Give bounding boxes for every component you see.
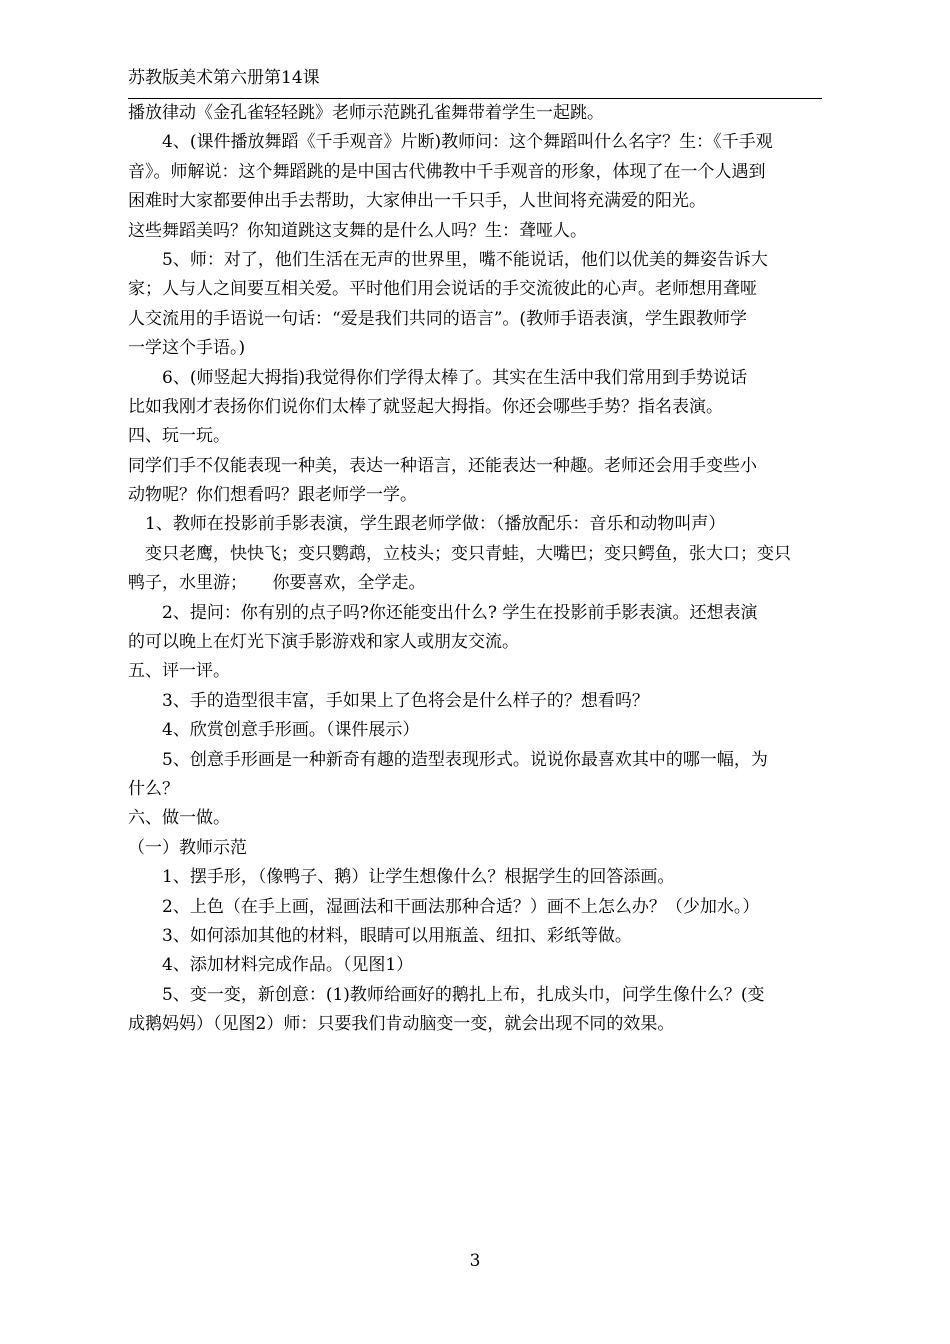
text-line: 动物呢？你们想看吗？跟老师学一学。 bbox=[128, 485, 417, 506]
section-heading: 六、做一做。 bbox=[128, 808, 230, 829]
text-line: 5、创意手形画是一种新奇有趣的造型表现形式。说说你最喜欢其中的哪一幅，为 bbox=[128, 749, 768, 770]
text-line: 4、(课件播放舞蹈《千手观音》片断)教师问：这个舞蹈叫什么名字？生：《千手观 bbox=[128, 132, 773, 153]
text-line: 什么？ bbox=[128, 778, 179, 799]
text-line: 2、提问：你有别的点子吗?你还能变出什么? 学生在投影前手影表演。还想表演 bbox=[128, 602, 758, 623]
text-line: 5、变一变，新创意：(1)教师给画好的鹅扎上布，扎成头巾，问学生像什么？(变 bbox=[128, 984, 765, 1005]
text-line: 的可以晚上在灯光下演手影游戏和家人或朋友交流。 bbox=[128, 632, 519, 653]
document-body bbox=[128, 99, 822, 1040]
section-heading: 四、玩一玩。 bbox=[128, 426, 230, 447]
text-line: 5、师：对了，他们生活在无声的世界里，嘴不能说话，他们以优美的舞姿告诉大 bbox=[128, 249, 768, 270]
text-line: 2、上色（在手上画，湿画法和干画法那种合适？）画不上怎么办？（少加水。） bbox=[128, 896, 760, 917]
text-line: 人交流用的手语说一句话：“爱是我们共同的语言”。(教师手语表演，学生跟教师学 bbox=[128, 308, 748, 329]
text-line: 一学这个手语。) bbox=[128, 338, 246, 359]
subsection-heading: （一）教师示范 bbox=[128, 837, 247, 858]
text-line: 1、摆手形，（像鸭子、鹅）让学生想像什么？根据学生的回答添画。 bbox=[128, 867, 675, 888]
text-line: 3、手的造型很丰富，手如果上了色将会是什么样子的？想看吗？ bbox=[128, 690, 649, 711]
text-line: 困难时大家都要伸出手去帮助，大家伸出一千只手，人世间将充满爱的阳光。 bbox=[128, 191, 706, 212]
text-line: 家；人与人之间要互相关爱。平时他们用会说话的手交流彼此的心声。老师想用聋哑 bbox=[128, 279, 757, 300]
page-number: 3 bbox=[469, 1251, 481, 1271]
text-line: 鸭子，水里游； 你要喜欢，全学走。 bbox=[128, 573, 426, 594]
text-line: 1、教师在投影前手影表演，学生跟老师学做：（播放配乐：音乐和动物叫声） bbox=[128, 514, 726, 535]
text-line: 3、如何添加其他的材料，眼睛可以用瓶盖、纽扣、彩纸等做。 bbox=[128, 925, 632, 946]
text-line: 变只老鹰，快快飞；变只鹦鹉，立枝头；变只青蛙，大嘴巴；变只鳄鱼，张大口；变只 bbox=[128, 543, 791, 564]
text-line: 同学们手不仅能表现一种美，表达一种语言，还能表达一种趣。老师还会用手变些小 bbox=[128, 455, 757, 476]
text-line: 成鹅妈妈）（见图2）师：只要我们肯动脑变一变，就会出现不同的效果。 bbox=[128, 1014, 675, 1035]
page-header bbox=[128, 64, 822, 99]
text-line: 播放律动《金孔雀轻轻跳》老师示范跳孔雀舞带着学生一起跳。 bbox=[128, 103, 604, 123]
text-line: 4、欣赏创意手形画。（课件展示） bbox=[128, 720, 420, 741]
header-title: 苏教版美术第六册第14课 bbox=[128, 68, 320, 88]
text-line: 6、(师竖起大拇指)我觉得你们学得太棒了。其实在生活中我们常用到手势说话 bbox=[128, 367, 748, 388]
text-line: 4、添加材料完成作品。（见图1） bbox=[128, 955, 414, 976]
text-line: 这些舞蹈美吗？你知道跳这支舞的是什么人吗？生：聋哑人。 bbox=[128, 220, 587, 241]
section-heading: 五、评一评。 bbox=[128, 661, 230, 682]
text-line: 音》。师解说：这个舞蹈跳的是中国古代佛教中千手观音的形象，体现了在一个人遇到 bbox=[128, 161, 766, 182]
text-line: 比如我刚才表扬你们说你们太棒了就竖起大拇指。你还会哪些手势？指名表演。 bbox=[128, 396, 723, 417]
